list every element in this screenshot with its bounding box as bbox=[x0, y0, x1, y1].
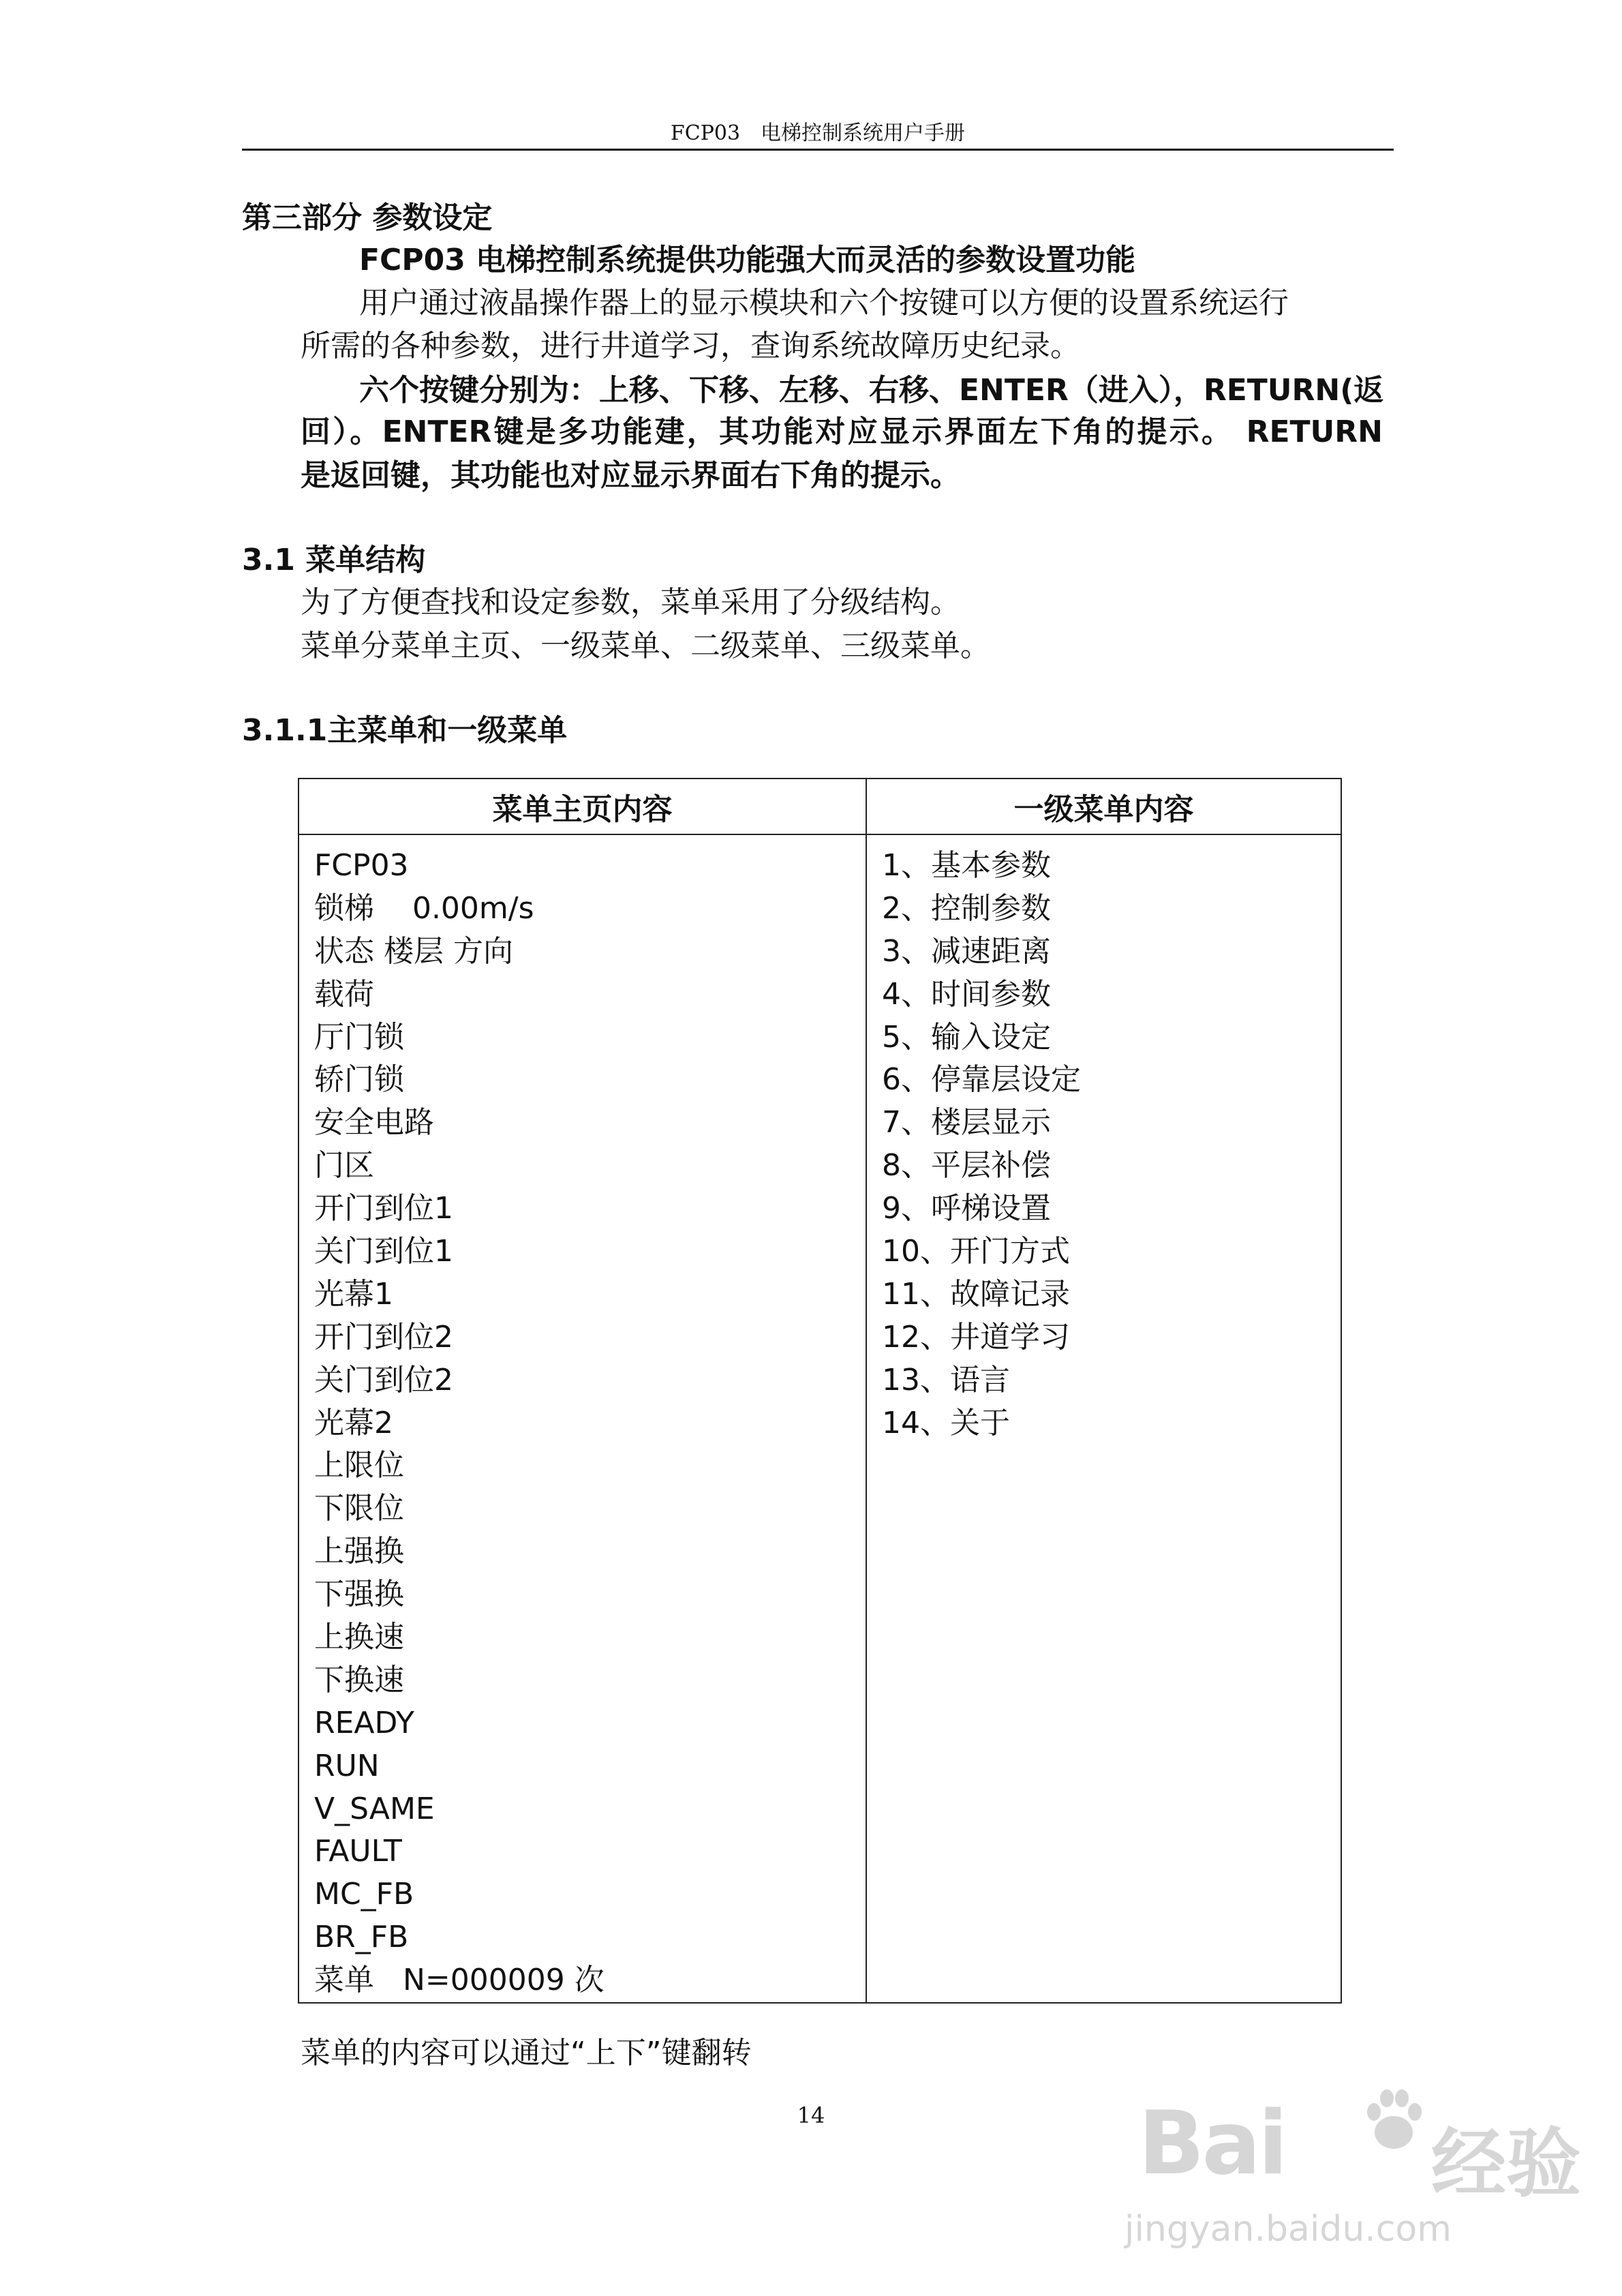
paragraph-2-line-2: 回）。ENTER键是多功能建，其功能对应显示界面左下角的提示。 RETURN bbox=[301, 414, 1383, 449]
paragraph-2-line-3: 是返回键，其功能也对应显示界面右下角的提示。 bbox=[301, 458, 960, 493]
level1-menu-item: 3、减速距离 bbox=[882, 933, 1051, 969]
main-menu-item: 光幕1 bbox=[314, 1276, 393, 1312]
paw-icon bbox=[1363, 2086, 1424, 2154]
main-menu-item: 上强换 bbox=[314, 1534, 404, 1569]
main-menu-item: 开门到位1 bbox=[314, 1191, 453, 1226]
main-menu-list bbox=[299, 835, 866, 2002]
watermark-url: jingyan.baidu.com bbox=[1124, 2209, 1452, 2250]
level1-menu-item: 9、呼梯设置 bbox=[882, 1191, 1051, 1226]
main-menu-item: 门区 bbox=[314, 1148, 374, 1183]
subsection-3-1-line-2: 菜单分菜单主页、一级菜单、二级菜单、三级菜单。 bbox=[301, 629, 990, 663]
level1-menu-item: 14、关于 bbox=[882, 1405, 1010, 1440]
main-menu-item: 下限位 bbox=[314, 1491, 404, 1526]
subsection-3-1-line-1: 为了方便查找和设定参数，菜单采用了分级结构。 bbox=[301, 585, 960, 620]
menu-table-body-row bbox=[299, 834, 1341, 2003]
main-menu-item: 厅门锁 bbox=[314, 1019, 404, 1055]
main-menu-item: 下强换 bbox=[314, 1577, 404, 1612]
menu-table bbox=[298, 778, 1342, 2004]
level1-menu-item: 10、开门方式 bbox=[882, 1234, 1070, 1269]
main-menu-item: 菜单 N=000009 次 bbox=[314, 1963, 605, 1998]
main-menu-item: MC_FB bbox=[314, 1877, 414, 1912]
main-menu-item: 上限位 bbox=[314, 1448, 404, 1483]
page-number: 14 bbox=[797, 2102, 825, 2128]
main-menu-item: 轿门锁 bbox=[314, 1062, 404, 1098]
baidu-watermark bbox=[1063, 2066, 1581, 2270]
level1-menu-item: 7、楼层显示 bbox=[882, 1105, 1051, 1141]
main-menu-item: 光幕2 bbox=[314, 1405, 393, 1440]
paragraph-1-line-1: 用户通过液晶操作器上的显示模块和六个按键可以方便的设置系统运行 bbox=[359, 286, 1289, 320]
main-menu-item: 锁梯 0.00m/s bbox=[314, 890, 534, 926]
level1-menu-item: 1、基本参数 bbox=[882, 848, 1051, 883]
col1-header: 菜单主页内容 bbox=[299, 779, 866, 834]
main-menu-cell bbox=[299, 834, 866, 2003]
main-menu-item: V_SAME bbox=[314, 1791, 435, 1826]
subsection-3-1-1-title: 3.1.1主菜单和一级菜单 bbox=[242, 713, 568, 748]
paragraph-1-line-2: 所需的各种参数，进行井道学习，查询系统故障历史纪录。 bbox=[301, 329, 1080, 363]
level1-menu-item: 8、平层补偿 bbox=[882, 1148, 1051, 1183]
main-menu-item: BR_FB bbox=[314, 1920, 409, 1955]
main-menu-item: 上换速 bbox=[314, 1620, 404, 1655]
section-subtitle: FCP03 电梯控制系统提供功能强大而灵活的参数设置功能 bbox=[359, 243, 1136, 277]
level1-menu-item: 12、井道学习 bbox=[882, 1319, 1070, 1355]
section-title: 第三部分 参数设定 bbox=[242, 200, 493, 235]
main-menu-item: FCP03 bbox=[314, 848, 409, 883]
main-menu-item: READY bbox=[314, 1705, 414, 1740]
paragraph-2-line-1: 六个按键分别为：上移、下移、左移、右移、ENTER（进入），RETURN(返 bbox=[359, 373, 1384, 408]
level1-menu-list bbox=[867, 835, 1341, 1445]
level1-menu-item: 2、控制参数 bbox=[882, 890, 1051, 926]
header-rule bbox=[242, 149, 1394, 151]
level1-menu-item: 11、故障记录 bbox=[882, 1276, 1070, 1312]
main-menu-item: 安全电路 bbox=[314, 1105, 434, 1141]
main-menu-item: 开门到位2 bbox=[314, 1319, 453, 1355]
watermark-logo-text: Bai bbox=[1138, 2093, 1285, 2194]
level1-menu-cell bbox=[866, 834, 1341, 2003]
main-menu-item: 载荷 bbox=[314, 976, 374, 1012]
main-menu-item: RUN bbox=[314, 1748, 380, 1783]
main-menu-item: 状态 楼层 方向 bbox=[314, 933, 513, 969]
menu-table-header-row bbox=[299, 779, 1341, 834]
main-menu-item: 关门到位1 bbox=[314, 1234, 453, 1269]
subsection-3-1-title: 3.1 菜单结构 bbox=[242, 543, 426, 577]
watermark-brand-suffix: 经验 bbox=[1431, 2120, 1581, 2207]
col2-header: 一级菜单内容 bbox=[866, 779, 1341, 834]
main-menu-item: 关门到位2 bbox=[314, 1362, 453, 1398]
level1-menu-item: 5、输入设定 bbox=[882, 1019, 1051, 1055]
level1-menu-item: 6、停靠层设定 bbox=[882, 1062, 1081, 1098]
main-menu-item: FAULT bbox=[314, 1834, 402, 1869]
level1-menu-item: 4、时间参数 bbox=[882, 976, 1051, 1012]
main-menu-item: 下换速 bbox=[314, 1662, 404, 1697]
level1-menu-item: 13、语言 bbox=[882, 1362, 1010, 1398]
note-text: 菜单的内容可以通过“上下”键翻转 bbox=[301, 2036, 752, 2070]
running-header: FCP03 电梯控制系统用户手册 bbox=[670, 121, 966, 145]
